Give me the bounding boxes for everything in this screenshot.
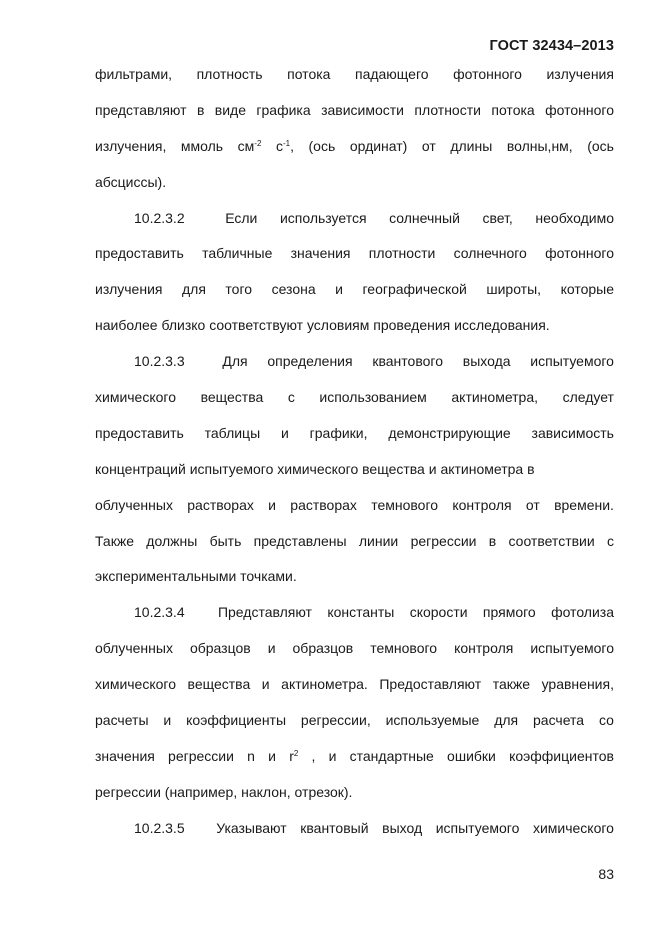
word: скорости (409, 604, 468, 621)
word: следует (562, 389, 614, 406)
word: фотолиза (551, 604, 614, 621)
word: коэффициентов (509, 747, 614, 764)
word: $r^2$ (289, 747, 299, 764)
word: растворах (290, 496, 357, 513)
word: химического (95, 389, 176, 406)
word: линии (358, 532, 399, 549)
word: , (311, 747, 316, 764)
word: (ось (308, 137, 336, 154)
page-number: 83 (598, 866, 614, 882)
text-line (95, 308, 614, 344)
word: значения (290, 245, 351, 262)
word: плотности (368, 245, 436, 262)
word: образцов (292, 640, 354, 657)
word: плотности (414, 101, 481, 118)
word: квантовый (300, 819, 369, 836)
word: географической (362, 281, 467, 298)
word: и (268, 496, 276, 513)
word: расчета (533, 712, 585, 729)
paragraph-first-line (95, 344, 614, 380)
word: константы (327, 604, 395, 621)
word: уравнения, (541, 676, 614, 693)
text-line-with-superscript (95, 739, 614, 775)
word: от (421, 137, 436, 154)
word: химического (95, 676, 176, 693)
word: и (335, 281, 343, 298)
word: ошибки (447, 747, 496, 764)
word: солнечного (453, 245, 527, 262)
word: Если (225, 209, 258, 226)
word: образцов (189, 640, 251, 657)
line-text: концентраций испытуемого химического вещества и актинометра в (95, 460, 535, 477)
word: используется (279, 209, 367, 226)
word: прямого (482, 604, 536, 621)
word: контроля (454, 640, 514, 657)
word: выход (382, 819, 423, 836)
word: коэффициенты (186, 712, 287, 729)
word: темнового (370, 640, 438, 657)
text-line-with-units (95, 129, 614, 165)
word: представляют (95, 101, 187, 118)
paragraph-number: 10.2.3.5 (134, 819, 185, 836)
word: графика (256, 101, 311, 118)
line-text: экспериментальными точками. (95, 568, 297, 585)
text-line (95, 380, 614, 416)
word: предоставить (95, 245, 184, 262)
word: падающего (354, 66, 429, 82)
text-line (95, 631, 614, 667)
word: с (287, 389, 295, 406)
word: испытуемого (530, 353, 614, 370)
word: используемые (385, 712, 480, 729)
word: ммоль (180, 137, 224, 154)
word: регрессии, (300, 712, 371, 729)
text-line (95, 236, 614, 272)
word: волны,нм, (506, 137, 573, 154)
word: быть (209, 532, 242, 549)
word: n (247, 747, 255, 764)
word: зависимость (531, 424, 614, 441)
word: излучения (95, 281, 163, 298)
word: темнового (371, 496, 439, 513)
word: для (181, 281, 206, 298)
line-text: регрессии (например, наклон, отрезок). (95, 783, 353, 800)
word: потока (491, 101, 535, 118)
word: растворах (187, 496, 254, 513)
text-line (95, 488, 614, 524)
word: в (488, 532, 497, 549)
word: актинометра, (451, 389, 539, 406)
word: которые (560, 281, 614, 298)
line-text: абсциссы). (95, 173, 167, 190)
word: длины (450, 137, 493, 154)
word: необходимо (535, 209, 614, 226)
word: от (525, 496, 540, 513)
text-line (95, 165, 614, 201)
word: и (267, 640, 276, 657)
text-line (95, 667, 614, 703)
word: свет, (482, 209, 513, 226)
word: химического (532, 819, 614, 836)
word: выхода (462, 353, 511, 370)
word: виде (214, 101, 246, 118)
word: регрессии (410, 532, 477, 549)
paragraph-first-line (95, 811, 614, 847)
word: регрессии (168, 747, 234, 764)
text-line (95, 57, 614, 93)
word: для (494, 712, 519, 729)
word: того (225, 281, 253, 298)
word: потока (287, 66, 331, 82)
word: Для (222, 353, 248, 370)
word: значения (95, 747, 155, 764)
word: сезона (271, 281, 316, 298)
text-line (95, 416, 614, 452)
word: и (268, 747, 276, 764)
word: Указывают (216, 819, 287, 836)
word: $см^{-2}$ (237, 137, 262, 154)
word: и (261, 676, 270, 693)
paragraph-number: 10.2.3.4 (134, 604, 185, 621)
text-line (95, 559, 614, 595)
word: испытуемого (530, 640, 614, 657)
word: широты, (486, 281, 542, 298)
word: фотонного (545, 101, 614, 118)
word: и (328, 747, 337, 764)
word: плотность (196, 66, 263, 82)
document-header: ГОСТ 32434–2013 (489, 38, 614, 54)
word: расчеты (95, 712, 149, 729)
word: и (280, 424, 289, 441)
word: вещества (200, 389, 264, 406)
word: со (598, 712, 614, 729)
text-line (95, 524, 614, 560)
word: демонстрирующие (388, 424, 511, 441)
text-line (95, 775, 614, 811)
word: облученных (95, 640, 173, 657)
word: фильтрами, (95, 66, 173, 82)
word: излучения (546, 66, 614, 82)
word: Также (95, 532, 134, 549)
word: (ось (587, 137, 614, 154)
word: времени. (554, 496, 614, 513)
word: облученных (95, 496, 173, 513)
word: в (196, 101, 205, 118)
paragraph-first-line (95, 201, 614, 237)
word: контроля (452, 496, 512, 513)
word: фотонного (545, 245, 614, 262)
word: представлены (253, 532, 347, 549)
text-line (95, 272, 614, 308)
word: определения (267, 353, 353, 370)
word: Предоставляют (379, 676, 482, 693)
word: $с^{-1}$, (275, 137, 294, 154)
text-line (95, 703, 614, 739)
word: квантового (372, 353, 443, 370)
word: Представляют (217, 604, 312, 621)
word: и (163, 712, 172, 729)
word: использованием (319, 389, 427, 406)
word: ординат) (349, 137, 408, 154)
text-line (95, 452, 614, 488)
word: табличные (202, 245, 273, 262)
word: соответствии (508, 532, 595, 549)
word: фотонного (453, 66, 522, 82)
word: солнечный (389, 209, 460, 226)
paragraph-number: 10.2.3.3 (134, 353, 185, 370)
word: стандартные (349, 747, 434, 764)
word: испытуемого (435, 819, 520, 836)
text-line (95, 93, 614, 129)
word: актинометра. (281, 676, 368, 693)
paragraph-first-line (95, 595, 614, 631)
word: предоставить (95, 424, 184, 441)
line-text: наиболее близко соответствуют условиям проведения исследования. (95, 317, 550, 334)
word: с (606, 532, 614, 549)
word: зависимости (321, 101, 404, 118)
word: графики, (309, 424, 368, 441)
word: излучения, (95, 137, 167, 154)
word: таблицы (204, 424, 261, 441)
word: должны (146, 532, 198, 549)
word: также (492, 676, 531, 693)
word: вещества (187, 676, 251, 693)
paragraph-number: 10.2.3.2 (134, 209, 185, 226)
document-body (95, 57, 614, 847)
